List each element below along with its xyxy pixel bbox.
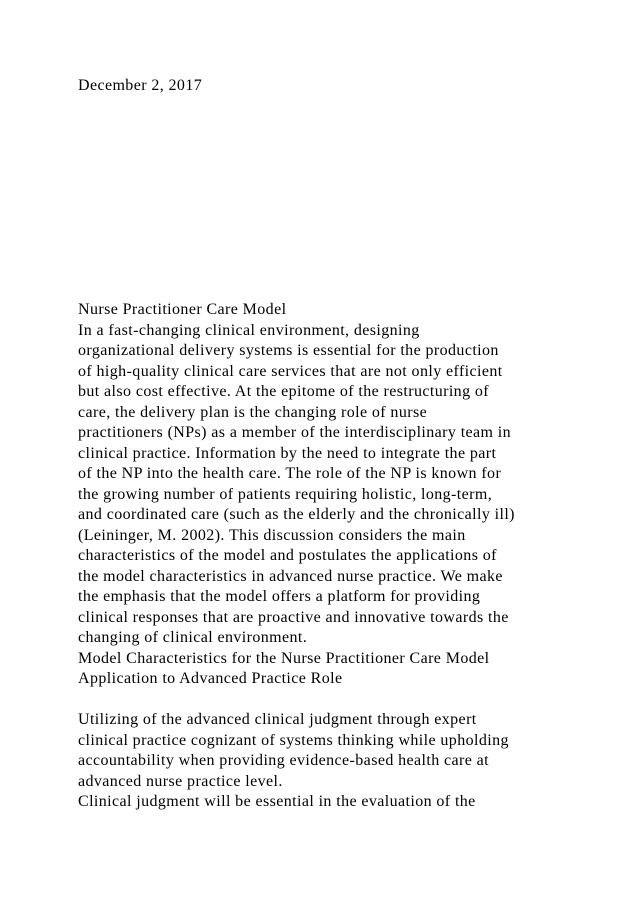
document-date: December 2, 2017 xyxy=(78,77,203,94)
paragraph-line: clinical practice cognizant of systems thinking while upholding xyxy=(78,731,509,749)
paragraph-line: care, the delivery plan is the changing role of nurse xyxy=(78,403,428,421)
paragraph-line: of the NP into the health care. The role of the NP is known for xyxy=(78,465,502,482)
paragraph-line: organizational delivery systems is essential for the production xyxy=(78,342,499,359)
document-body xyxy=(78,300,618,813)
section-heading: Model Characteristics for the Nurse Practitioner Care Model xyxy=(78,649,490,667)
paragraph-line: Utilizing of the advanced clinical judgment through expert xyxy=(78,711,477,728)
paragraph-line: the emphasis that the model offers a platform for providing xyxy=(78,588,481,605)
paragraph-line: but also cost effective. At the epitome of the restructuring of xyxy=(78,383,490,400)
paragraph-line: of high-quality clinical care services that are not only efficient xyxy=(78,362,503,380)
paragraph-line: and coordinated care (such as the elderly and the chronically ill) xyxy=(78,506,515,523)
intro-paragraph xyxy=(78,321,618,649)
paragraph-line: (Leininger, M. 2002). This discussion considers the main xyxy=(78,526,466,544)
section-heading: Application to Advanced Practice Role xyxy=(78,670,343,687)
paragraph-line: advanced nurse practice level. xyxy=(78,772,283,790)
blank-line xyxy=(78,690,618,711)
paragraph-line: the model characteristics in advanced nurse practice. We make xyxy=(78,567,503,585)
application-paragraph xyxy=(78,710,618,792)
paragraph-line: practitioners (NPs) as a member of the interdisciplinary team in xyxy=(78,424,512,441)
paragraph-line: Clinical judgment will be essential in the evaluation of the xyxy=(78,793,476,810)
paragraph-line: changing of clinical environment. xyxy=(78,629,308,646)
paragraph-line: clinical practice. Information by the need to integrate the part xyxy=(78,444,497,462)
paragraph-line: the growing number of patients requiring holistic, long-term, xyxy=(78,485,493,503)
paragraph-line: clinical responses that are proactive and innovative towards the xyxy=(78,608,509,626)
paragraph-line: characteristics of the model and postulates the applications of xyxy=(78,547,497,564)
paragraph-line: accountability when providing evidence-based health care at xyxy=(78,752,489,769)
document-title: Nurse Practitioner Care Model xyxy=(78,301,287,318)
paragraph-line: In a fast-changing clinical environment, designing xyxy=(78,321,420,339)
